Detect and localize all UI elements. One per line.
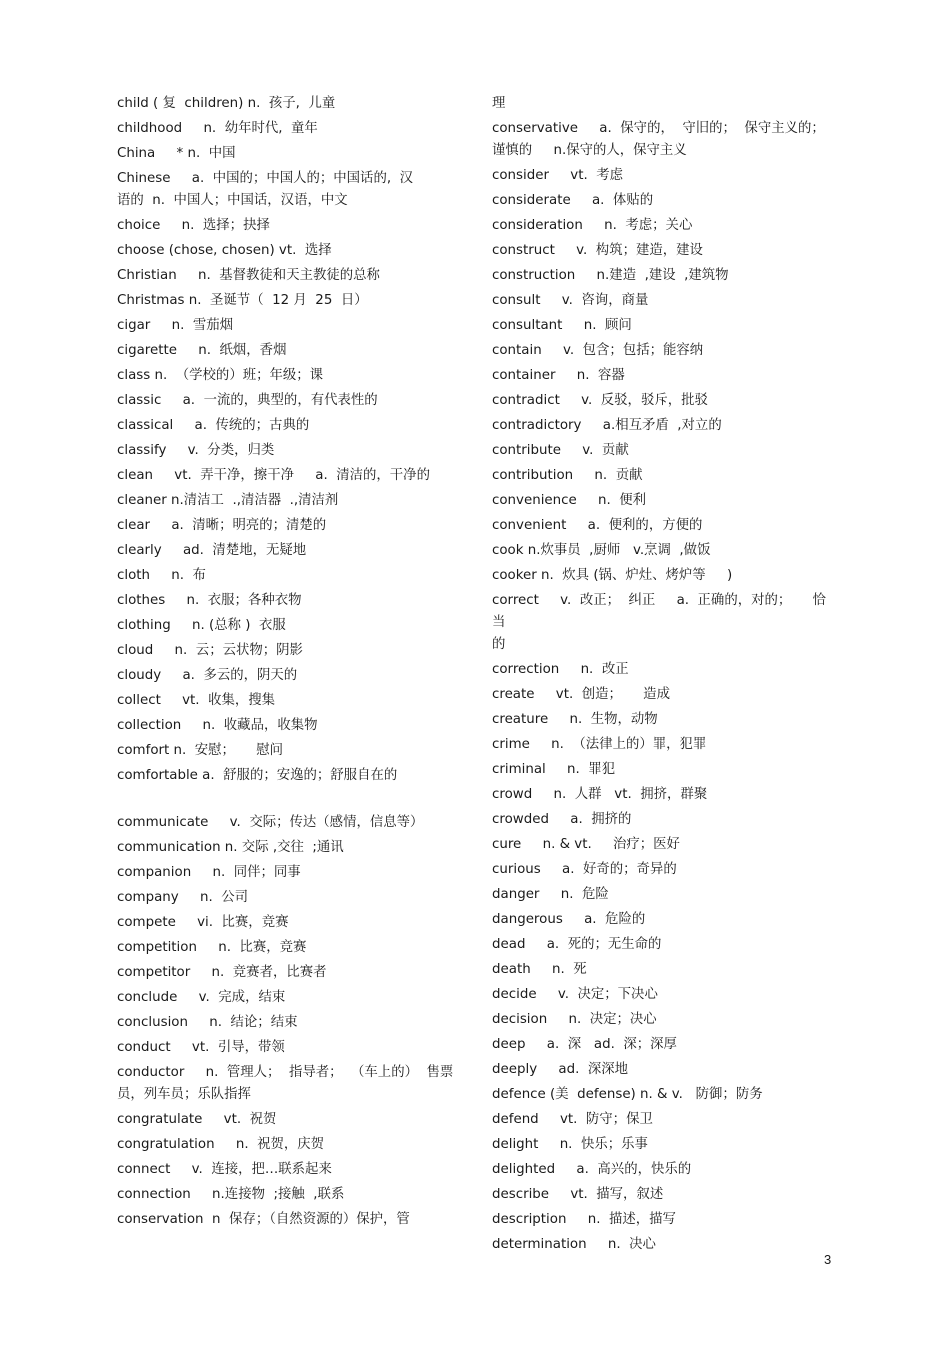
vocab-entry: conservation n 保存；（自然资源的）保护，管 — [117, 1212, 410, 1227]
vocab-entry: describe vt. 描写，叙述 — [492, 1187, 664, 1202]
vocab-entry: companion n. 同伴；同事 — [117, 865, 301, 880]
vocab-entry: decide v. 决定；下决心 — [492, 987, 658, 1002]
vocab-entry: correct v. 改正； 纠正 a. 正确的，对的； 恰当 的 — [492, 593, 826, 652]
vocab-entry: crime n. （法律上的）罪，犯罪 — [492, 737, 707, 752]
vocab-entry: construct v. 构筑；建造，建设 — [492, 243, 703, 258]
vocab-entry: congratulation n. 祝贺，庆贺 — [117, 1137, 325, 1152]
vocab-entry: dangerous a. 危险的 — [492, 912, 646, 927]
vocab-entry: communicate v. 交际；传达（感情，信息等） — [117, 815, 424, 830]
vocab-entry: decision n. 决定；决心 — [492, 1012, 657, 1027]
vocab-entry: China * n. 中国 — [117, 146, 236, 161]
vocab-entry: description n. 描述，描写 — [492, 1212, 676, 1227]
vocab-entry: cloud n. 云；云状物；阴影 — [117, 643, 303, 658]
vocab-entry: clear a. 清晰；明亮的；清楚的 — [117, 518, 327, 533]
vocab-entry: compete vi. 比赛，竞赛 — [117, 915, 289, 930]
vocab-entry: consultant n. 顾问 — [492, 318, 632, 333]
vocab-entry: cooker n. 炊具 (锅、炉灶、烤炉等 ) — [492, 568, 733, 583]
vocab-entry: Chinese a. 中国的；中国人的；中国话的, 汉 语的 n. 中国人；中国话，汉语，中文 — [117, 171, 413, 208]
vocab-entry: contradictory a.相互矛盾 ,对立的 — [492, 418, 722, 433]
vocab-entry: consideration n. 考虑；关心 — [492, 218, 693, 233]
vocab-entry: contain v. 包含；包括；能容纳 — [492, 343, 704, 358]
vocab-entry: classify v. 分类，归类 — [117, 443, 275, 458]
vocab-entry: choose (chose, chosen) vt. 选择 — [117, 243, 332, 258]
vocab-entry: criminal n. 罪犯 — [492, 762, 616, 777]
vocab-entry: creature n. 生物，动物 — [492, 712, 658, 727]
vocab-entry: 理 — [492, 96, 506, 111]
vocab-entry: comfort n. 安慰； 慰问 — [117, 743, 284, 758]
right-column — [492, 93, 837, 1259]
vocab-entry: cure n. & vt. 治疗；医好 — [492, 837, 680, 852]
vocab-entry: classic a. 一流的，典型的，有代表性的 — [117, 393, 378, 408]
vocab-entry: childhood n. 幼年时代, 童年 — [117, 121, 318, 136]
vocab-entry: deep a. 深 ad. 深；深厚 — [492, 1037, 677, 1052]
vocab-entry: contribute v. 贡献 — [492, 443, 629, 458]
vocab-entry: container n. 容器 — [492, 368, 625, 383]
vocab-entry: conclude v. 完成，结束 — [117, 990, 286, 1005]
vocab-entry: congratulate vt. 祝贺 — [117, 1112, 277, 1127]
vocab-entry: conductor n. 管理人； 指导者； （车上的） 售票 员，列车员；乐队指挥 — [117, 1065, 454, 1102]
vocab-entry: clearly ad. 清楚地，无疑地 — [117, 543, 307, 558]
vocab-entry: delighted a. 高兴的，快乐的 — [492, 1162, 692, 1177]
left-column — [117, 93, 462, 1234]
vocab-entry: cloudy a. 多云的，阴天的 — [117, 668, 298, 683]
vocab-entry: contradict v. 反驳，驳斥，批驳 — [492, 393, 708, 408]
vocab-entry: crowd n. 人群 vt. 拥挤，群聚 — [492, 787, 708, 802]
vocab-entry: connect v. 连接，把…联系起来 — [117, 1162, 332, 1177]
vocab-entry: convenience n. 便利 — [492, 493, 647, 508]
vocab-entry: danger n. 危险 — [492, 887, 609, 902]
vocab-entry: cigarette n. 纸烟，香烟 — [117, 343, 287, 358]
vocab-entry: defence (美 defense) n. & v. 防御；防务 — [492, 1087, 763, 1102]
vocab-entry: collect vt. 收集，搜集 — [117, 693, 276, 708]
vocab-entry: clean vt. 弄干净，擦干净 a. 清洁的，干净的 — [117, 468, 430, 483]
vocab-entry: comfortable a. 舒服的；安逸的；舒服自在的 — [117, 768, 398, 783]
vocab-entry: conservative a. 保守的， 守旧的； 保守主义的； 谨慎的 n.保守的人，保守主义 — [492, 121, 825, 158]
vocab-entry: considerate a. 体贴的 — [492, 193, 654, 208]
vocab-entry: contribution n. 贡献 — [492, 468, 643, 483]
vocab-entry: connection n.连接物 ;接触 ,联系 — [117, 1187, 345, 1202]
page-number: 3 — [824, 1252, 832, 1267]
vocab-entry: cook n.炊事员 ,厨师 v.烹调 ,做饭 — [492, 543, 711, 558]
vocab-entry: communication n. 交际 ,交往 ;通讯 — [117, 840, 344, 855]
vocab-entry: construction n.建造 ,建设 ,建筑物 — [492, 268, 729, 283]
vocab-entry: death n. 死 — [492, 962, 587, 977]
vocab-entry: correction n. 改正 — [492, 662, 629, 677]
vocab-entry: cleaner n.清洁工 .,清洁器 .,清洁剂 — [117, 493, 339, 508]
vocab-entry: child ( 复 children) n. 孩子, 儿童 — [117, 96, 336, 111]
vocab-entry: consult v. 咨询，商量 — [492, 293, 649, 308]
vocab-entry: cloth n. 布 — [117, 568, 206, 583]
vocab-entry: classical a. 传统的；古典的 — [117, 418, 310, 433]
vocab-entry: curious a. 好奇的；奇异的 — [492, 862, 677, 877]
vocab-entry: delight n. 快乐；乐事 — [492, 1137, 648, 1152]
vocab-entry: determination n. 决心 — [492, 1237, 656, 1252]
vocab-entry: dead a. 死的；无生命的 — [492, 937, 662, 952]
vocab-entry: conduct vt. 引导，带领 — [117, 1040, 285, 1055]
vocab-entry: collection n. 收藏品，收集物 — [117, 718, 318, 733]
vocab-entry: competition n. 比赛，竞赛 — [117, 940, 307, 955]
vocab-entry: Christian n. 基督教徒和天主教徒的总称 — [117, 268, 380, 283]
vocab-entry: company n. 公司 — [117, 890, 249, 905]
vocab-entry: deeply ad. 深深地 — [492, 1062, 629, 1077]
vocab-entry: create vt. 创造； 造成 — [492, 687, 670, 702]
vocab-entry: Christmas n. 圣诞节（ 12 月 25 日） — [117, 293, 368, 308]
vocab-entry: consider vt. 考虑 — [492, 168, 623, 183]
vocab-entry: clothing n. (总称 ) 衣服 — [117, 618, 286, 633]
vocab-entry: cigar n. 雪茄烟 — [117, 318, 234, 333]
vocab-entry: crowded a. 拥挤的 — [492, 812, 632, 827]
vocab-entry: clothes n. 衣服；各种衣物 — [117, 593, 302, 608]
vocab-entry: class n. （学校的）班；年级；课 — [117, 368, 324, 383]
vocab-entry: competitor n. 竞赛者，比赛者 — [117, 965, 327, 980]
vocab-entry: conclusion n. 结论；结束 — [117, 1015, 298, 1030]
vocab-entry: defend vt. 防守；保卫 — [492, 1112, 653, 1127]
vocab-entry: choice n. 选择；抉择 — [117, 218, 270, 233]
vocab-entry: convenient a. 便利的，方便的 — [492, 518, 703, 533]
